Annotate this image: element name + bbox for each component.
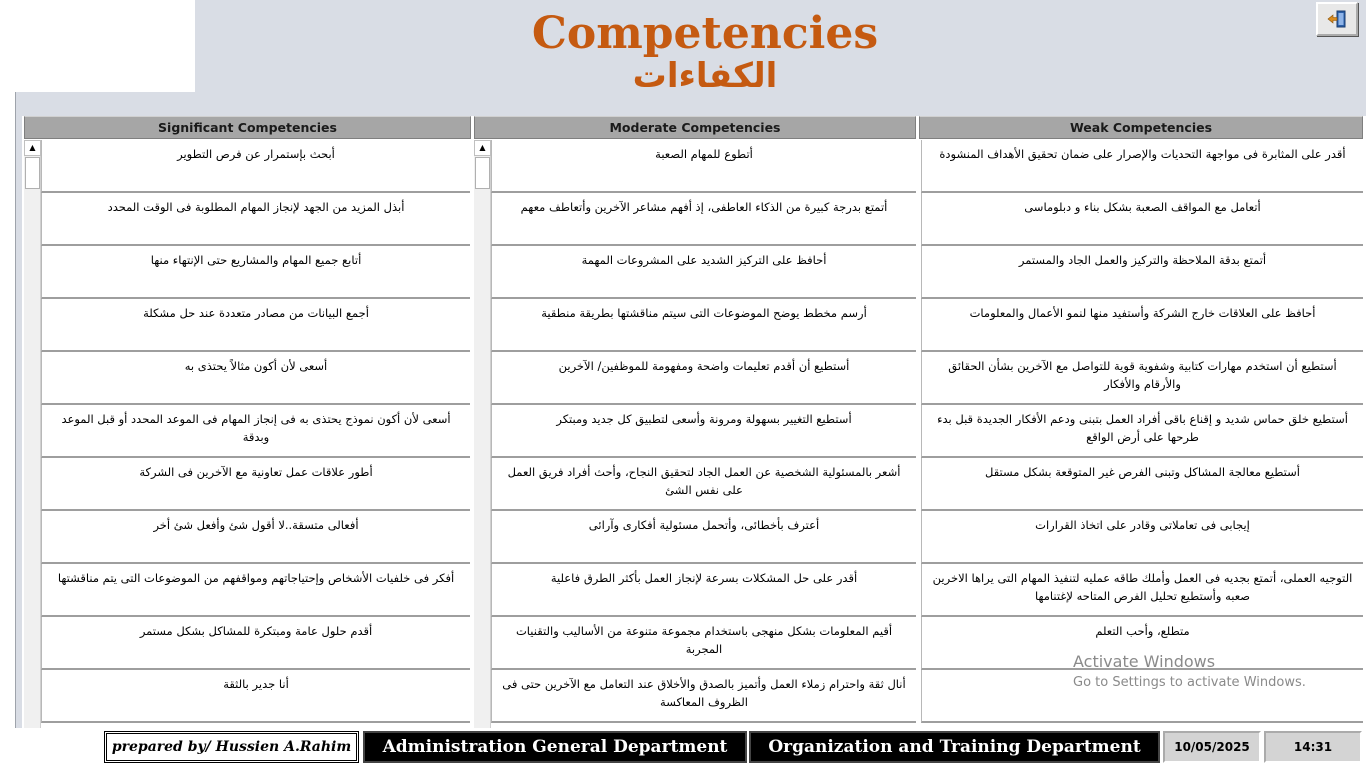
list-significant[interactable] [24, 140, 470, 728]
list-item[interactable]: أقيم المعلومات بشكل منهجى باستخدام مجموعة متنوعة من الأساليب والتقنيات المجربة [491, 617, 916, 670]
list-item[interactable]: أستطيع معالجة المشاكل وتبنى الفرص غير المتوقعة بشكل مستقل [921, 458, 1363, 511]
list-item[interactable]: أبذل المزيد من الجهد لإنجاز المهام المطلوبة فى الوقت المحدد [41, 193, 470, 246]
list-item[interactable]: أبحث بإستمرار عن فرص التطوير [41, 140, 470, 193]
list-item[interactable]: أطور علاقات عمل تعاونية مع الآخرين فى الشركة [41, 458, 470, 511]
list-item[interactable]: أقدر على المثابرة فى مواجهة التحديات والإصرار على ضمان تحقيق الأهداف المنشودة [921, 140, 1363, 193]
exit-door-icon [1327, 10, 1347, 28]
list-item[interactable]: أتمتع بدرجة كبيرة من الذكاء العاطفى، إذ أفهم مشاعر الآخرين وأتعاطف معهم [491, 193, 916, 246]
scrollbar[interactable] [24, 140, 41, 728]
list-weak[interactable] [919, 140, 1363, 728]
list-item[interactable]: أستطيع خلق حماس شديد و إقناع باقى أفراد العمل بتبنى ودعم الأفكار الجديدة قبل بدء طرحها على أرض الواقع [921, 405, 1363, 458]
scrollbar[interactable] [474, 140, 491, 728]
list-item[interactable]: أتطوع للمهام الصعبة [491, 140, 916, 193]
list-item[interactable]: إيجابى فى تعاملاتى وقادر على اتخاذ القرارات [921, 511, 1363, 564]
list-item[interactable]: أشعر بالمسئولية الشخصية عن العمل الجاد لتحقيق النجاح، وأحث أفراد فريق العمل على نفس الشئ [491, 458, 916, 511]
list-item[interactable]: أرسم مخطط يوضح الموضوعات التى سيتم مناقشتها بطريقة منطقية [491, 299, 916, 352]
page-title: Competencies [531, 8, 879, 59]
column-header-moderate: Moderate Competencies [474, 116, 916, 139]
list-item[interactable]: أعترف بأخطائى، وأتحمل مسئولية أفكارى وآرائى [491, 511, 916, 564]
list-item[interactable]: متطلع، وأحب التعلم [921, 617, 1363, 670]
list-moderate[interactable] [474, 140, 916, 728]
watermark-line-2: Go to Settings to activate Windows. [1073, 675, 1306, 690]
list-item[interactable]: أسعى لأن أكون مثالاً يحتذى به [41, 352, 470, 405]
column-header-significant: Significant Competencies [24, 116, 471, 139]
list-item[interactable]: أتمتع بدقة الملاحظة والتركيز والعمل الجاد والمستمر [921, 246, 1363, 299]
list-item[interactable]: أستطيع أن أقدم تعليمات واضحة ومفهومة للموظفين/ الآخرين [491, 352, 916, 405]
list-item[interactable]: التوجيه العملى، أتمتع بجديه فى العمل وأملك طاقه عمليه لتنفيذ المهام التى يراها الاخرين صعبه وأستطيع تحليل الفرص المتاحه لإغتنامها [921, 564, 1363, 617]
list-item[interactable]: أنا جدير بالثقة [41, 670, 470, 723]
list-item[interactable]: أفعالى متسقة..لا أقول شئ وأفعل شئ أخر [41, 511, 470, 564]
list-item[interactable]: أفكر فى خلفيات الأشخاص وإحتياجاتهم ومواقفهم من الموضوعات التى يتم مناقشتها [41, 564, 470, 617]
scroll-up-arrow-icon[interactable]: ▲ [24, 140, 41, 156]
list-item[interactable]: أتعامل مع المواقف الصعبة بشكل بناء و دبلوماسى [921, 193, 1363, 246]
activation-watermark [1073, 652, 1306, 690]
list-item[interactable]: أستطيع أن استخدم مهارات كتابية وشفوية قوية للتواصل مع الآخرين بشأن الحقائق والأرقام والأفكار [921, 352, 1363, 405]
column-header-weak: Weak Competencies [919, 116, 1363, 139]
list-items [491, 140, 916, 723]
list-item[interactable]: أنال ثقة واحترام زملاء العمل وأتميز بالصدق والأخلاق عند التعامل مع الآخرين حتى فى الظروف المعاكسة [491, 670, 916, 723]
scroll-thumb[interactable] [475, 157, 490, 189]
list-item[interactable]: أحافظ على العلاقات خارج الشركة وأستفيد منها لنمو الأعمال والمعلومات [921, 299, 1363, 352]
date-display: 10/05/2025 [1163, 731, 1261, 763]
scroll-thumb[interactable] [25, 157, 40, 189]
list-items [41, 140, 470, 723]
time-display: 14:31 [1264, 731, 1362, 763]
list-items [921, 140, 1363, 723]
scroll-up-arrow-icon[interactable]: ▲ [474, 140, 491, 156]
list-item[interactable]: أجمع البيانات من مصادر متعددة عند حل مشكلة [41, 299, 470, 352]
list-item[interactable]: أستطيع التغيير بسهولة ومرونة وأسعى لتطبيق كل جديد ومبتكر [491, 405, 916, 458]
page-title-arabic: الكفاءات [632, 56, 778, 96]
exit-button[interactable] [1316, 2, 1358, 36]
list-item[interactable]: أتابع جميع المهام والمشاريع حتى الإنتهاء منها [41, 246, 470, 299]
prepared-by-label: prepared by/ Hussien A.Rahim [104, 731, 359, 763]
left-edge [0, 92, 16, 768]
list-item[interactable]: أقدم حلول عامة ومبتكرة للمشاكل بشكل مستمر [41, 617, 470, 670]
list-item[interactable]: أسعى لأن أكون نموذج يحتذى به فى إنجاز المهام فى الموعد المحدد أو قبل الموعد وبدقة [41, 405, 470, 458]
list-item[interactable]: أقدر على حل المشكلات بسرعة لإنجاز العمل بأكثر الطرق فاعلية [491, 564, 916, 617]
list-item[interactable]: أحافظ على التركيز الشديد على المشروعات المهمة [491, 246, 916, 299]
watermark-line-1: Activate Windows [1073, 652, 1216, 671]
org-department-label: Organization and Training Department [749, 731, 1160, 763]
admin-department-label: Administration General Department [363, 731, 747, 763]
